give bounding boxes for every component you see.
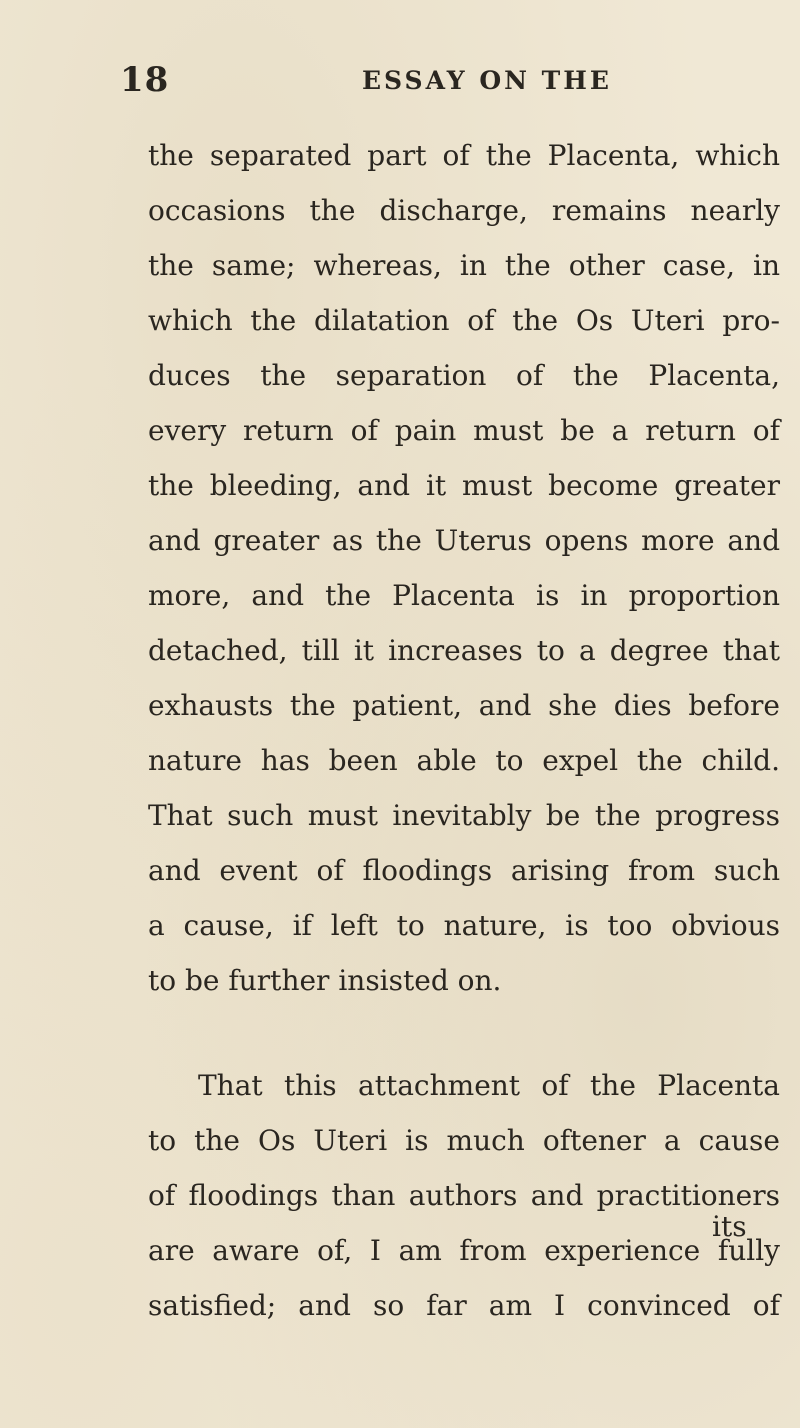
- body-text: [148, 128, 780, 1333]
- text-line: nature has been able to expel the child.: [148, 744, 780, 777]
- text-line: exhausts the patient, and she dies before: [148, 689, 780, 722]
- text-line: which the dilatation of the Os Uteri pro-: [148, 304, 780, 337]
- text-line: to be further insisted on.: [148, 964, 502, 997]
- text-line: and greater as the Uterus opens more and: [148, 524, 780, 557]
- running-title: ESSAY ON THE: [362, 66, 612, 95]
- page-number: 18: [120, 60, 170, 100]
- text-line: to the Os Uteri is much oftener a cause: [148, 1124, 780, 1157]
- text-line: a cause, if left to nature, is too obvious: [148, 909, 780, 942]
- text-line: and event of floodings arising from such: [148, 854, 780, 887]
- text-line: satisfied; and so far am I convinced of: [148, 1289, 780, 1322]
- text-line: are aware of, I am from experience fully: [148, 1234, 780, 1267]
- text-line: every return of pain must be a return of: [148, 414, 780, 447]
- text-line: That this attachment of the Placenta: [198, 1069, 780, 1102]
- text-line: duces the separation of the Placenta,: [148, 359, 780, 392]
- running-head: [120, 60, 770, 104]
- paragraph-gap: [148, 1008, 780, 1058]
- catchword: its: [712, 1210, 747, 1243]
- text-line: the same; whereas, in the other case, in: [148, 249, 780, 282]
- text-line: That such must inevitably be the progress: [148, 799, 780, 832]
- text-line: detached, till it increases to a degree that: [148, 634, 780, 667]
- paragraph-2: [148, 1058, 780, 1333]
- text-line: of floodings than authors and practitioners: [148, 1179, 780, 1212]
- paragraph-1: [148, 128, 780, 1008]
- text-line: the bleeding, and it must become greater: [148, 469, 780, 502]
- text-line: occasions the discharge, remains nearly: [148, 194, 780, 227]
- text-line: the separated part of the Placenta, which: [148, 139, 780, 172]
- text-line: more, and the Placenta is in proportion: [148, 579, 780, 612]
